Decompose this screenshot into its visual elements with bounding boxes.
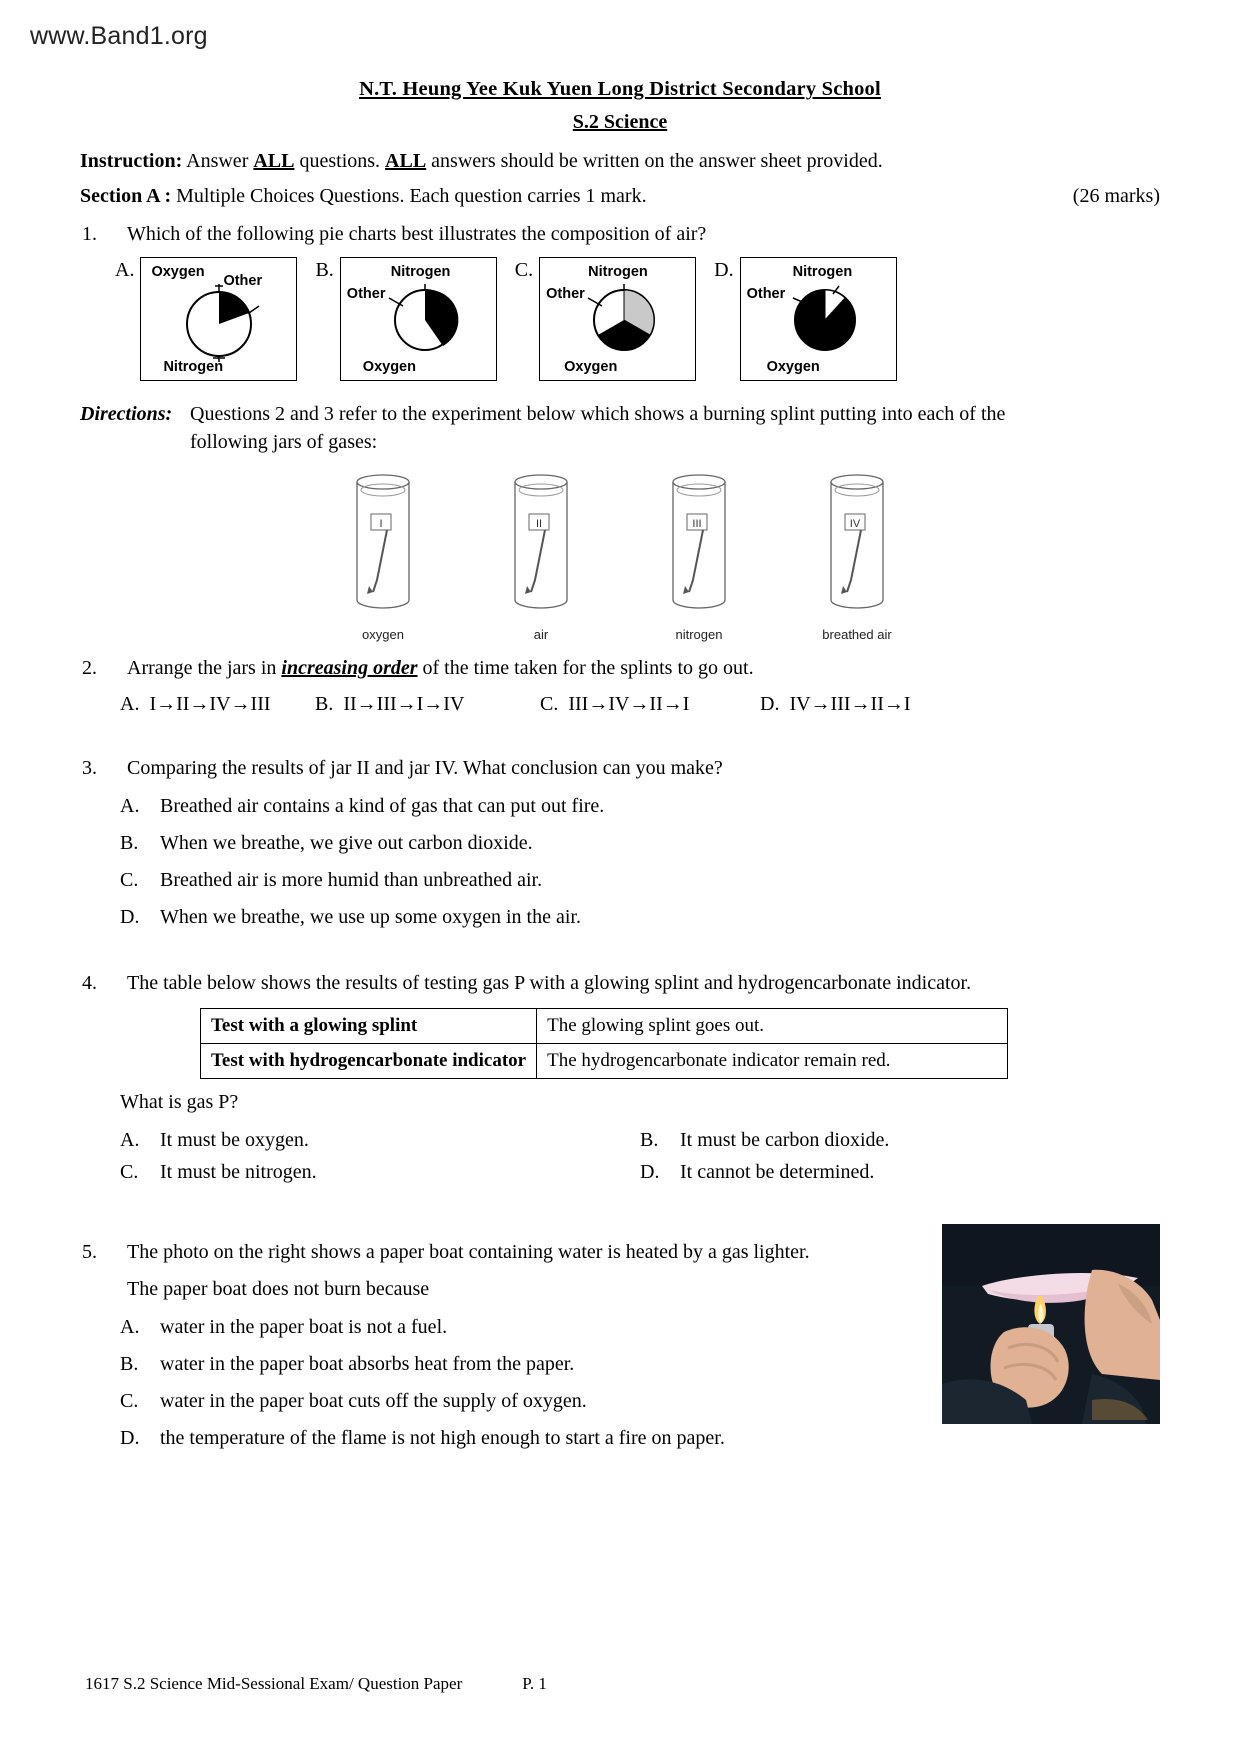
directions-label: Directions: <box>80 403 173 425</box>
question-2-option-c[interactable] <box>540 693 760 716</box>
table-row-1-header: Test with a glowing splint <box>201 1009 537 1044</box>
question-4-text: The table below shows the results of testing gas P with a glowing splint and hydrogencarbonate indicator. <box>127 972 972 994</box>
pie-option-a <box>115 257 315 381</box>
jar-1-graphic <box>343 468 423 618</box>
question-2-option-a-text: I→II→IV→III <box>149 693 271 715</box>
question-3-option-d-label: D. <box>120 906 140 928</box>
jar-4-graphic <box>817 468 897 618</box>
question-3-option-a[interactable] <box>120 792 1160 820</box>
pie-chart-options <box>80 257 1160 381</box>
question-5-option-d-label: D. <box>120 1427 140 1449</box>
question-3-option-d-text: When we breathe, we use up some oxygen in the air. <box>160 906 581 928</box>
table-row <box>201 1009 1008 1044</box>
question-5-option-a-label: A. <box>120 1316 140 1338</box>
pie-a-graphic <box>171 284 267 362</box>
question-5-option-b-label: B. <box>120 1353 139 1375</box>
paper-boat-photo-graphic <box>942 1224 1160 1424</box>
pie-d-label-other: Other <box>746 286 786 302</box>
question-3-option-a-label: A. <box>120 795 140 817</box>
pie-c-label-other: Other <box>546 286 585 302</box>
pie-option-c <box>515 257 714 381</box>
pie-b-label-oxygen: Oxygen <box>362 359 416 375</box>
section-a-label: Section A : <box>80 185 172 207</box>
question-1-number: 1. <box>82 223 97 245</box>
directions-line1: Questions 2 and 3 refer to the experiment below which shows a burning splint putting into each of the <box>190 403 1006 425</box>
gas-jars-diagram <box>80 468 1160 642</box>
page-footer <box>85 1674 547 1694</box>
section-a-marks: (26 marks) <box>1072 185 1160 207</box>
question-2-option-b-text: II→III→I→IV <box>343 693 465 715</box>
pie-a-label-oxygen: Oxygen <box>151 264 205 280</box>
question-3-options <box>80 792 1160 931</box>
question-3-number: 3. <box>82 757 97 779</box>
question-5-option-a-text: water in the paper boat is not a fuel. <box>160 1316 448 1338</box>
question-4 <box>80 969 1160 998</box>
jar-3 <box>659 468 739 642</box>
pie-b-graphic <box>383 284 475 356</box>
table-row-1-value: The glowing splint goes out. <box>537 1009 1008 1044</box>
page-content <box>80 78 1160 1452</box>
question-3 <box>80 754 1160 783</box>
question-2-option-a-label: A. <box>120 693 140 715</box>
question-4-option-c[interactable] <box>120 1161 640 1184</box>
section-a-line <box>80 185 1160 208</box>
question-5-option-d-text: the temperature of the flame is not high enough to start a fire on paper. <box>160 1427 725 1449</box>
question-2-option-d-text: IV→III→II→I <box>789 693 911 715</box>
instruction-all-1: ALL <box>253 150 295 172</box>
question-2-option-c-label: C. <box>540 693 559 715</box>
question-5-number: 5. <box>82 1241 97 1263</box>
pie-option-b-label: B. <box>315 259 334 281</box>
question-2 <box>80 654 1160 683</box>
directions-line2: following jars of gases: <box>190 431 378 453</box>
pie-option-d <box>714 257 914 381</box>
jar-3-graphic <box>659 468 739 618</box>
section-a-left <box>80 185 647 208</box>
question-3-option-d[interactable] <box>120 903 1160 931</box>
instruction-text-b: questions. <box>299 150 381 172</box>
subject-title: S.2 Science <box>572 111 668 133</box>
question-4-option-c-text: It must be nitrogen. <box>160 1161 317 1183</box>
question-3-option-c-text: Breathed air is more humid than unbreathed air. <box>160 869 543 891</box>
question-2-option-d[interactable] <box>760 693 911 716</box>
question-4-option-a-label: A. <box>120 1129 140 1151</box>
question-5-option-d[interactable] <box>120 1424 1160 1452</box>
question-5-option-c-text: water in the paper boat cuts off the supply of oxygen. <box>160 1390 587 1412</box>
question-2-option-c-text: III→IV→II→I <box>568 693 690 715</box>
question-4-option-b-text: It must be carbon dioxide. <box>680 1129 890 1151</box>
pie-option-b-box <box>340 257 497 381</box>
jar-1 <box>343 468 423 642</box>
instruction-line <box>80 150 1160 173</box>
instruction-text-c: answers should be written on the answer sheet provided. <box>431 150 883 172</box>
pie-option-c-box <box>539 257 696 381</box>
question-2-option-b-label: B. <box>315 693 334 715</box>
question-4-option-d[interactable] <box>640 1161 1160 1184</box>
jar-4-caption: breathed air <box>822 627 892 642</box>
question-2-option-b[interactable] <box>315 693 540 716</box>
question-2-options <box>80 693 1160 716</box>
school-title: N.T. Heung Yee Kuk Yuen Long District Secondary School <box>359 78 881 100</box>
pie-option-a-box <box>140 257 297 381</box>
question-4-options <box>80 1120 1160 1184</box>
question-4-option-a-text: It must be oxygen. <box>160 1129 309 1151</box>
question-3-option-b-text: When we breathe, we give out carbon dioxide. <box>160 832 533 854</box>
instruction-text-a: Answer <box>186 150 249 172</box>
question-3-option-b[interactable] <box>120 829 1160 857</box>
instruction-label: Instruction: <box>80 150 183 172</box>
question-4-number: 4. <box>82 972 97 994</box>
jar-4 <box>817 468 897 642</box>
question-4-option-c-label: C. <box>120 1161 139 1183</box>
pie-option-a-label: A. <box>115 259 135 281</box>
question-1-text: Which of the following pie charts best illustrates the composition of air? <box>127 223 707 245</box>
section-a-text: Multiple Choices Questions. Each question carries 1 mark. <box>176 185 647 207</box>
pie-c-label-oxygen: Oxygen <box>564 359 618 375</box>
pie-option-d-label: D. <box>714 259 734 281</box>
pie-option-b <box>315 257 514 381</box>
question-3-option-c[interactable] <box>120 866 1160 894</box>
pie-c-graphic <box>582 284 674 356</box>
question-4-option-d-text: It cannot be determined. <box>680 1161 875 1183</box>
svg-text:IV: IV <box>849 518 861 530</box>
question-3-text: Comparing the results of jar II and jar IV. What conclusion can you make? <box>127 757 723 779</box>
jar-1-caption: oxygen <box>362 627 404 642</box>
table-row <box>201 1044 1008 1079</box>
paper-boat-photo <box>942 1224 1160 1424</box>
question-5-line2: The paper boat does not burn because <box>127 1278 430 1300</box>
footer-page-number: P. 1 <box>522 1674 547 1693</box>
question-3-option-b-label: B. <box>120 832 139 854</box>
site-watermark: www.Band1.org <box>30 22 208 50</box>
table-row-2-header: Test with hydrogencarbonate indicator <box>201 1044 537 1079</box>
question-5-option-c-label: C. <box>120 1390 139 1412</box>
table-row-2-value: The hydrogencarbonate indicator remain red. <box>537 1044 1008 1079</box>
question-3-option-c-label: C. <box>120 869 139 891</box>
pie-b-label-nitrogen: Nitrogen <box>390 264 451 280</box>
pie-c-label-nitrogen: Nitrogen <box>588 264 648 280</box>
pie-d-label-oxygen: Oxygen <box>766 359 820 375</box>
question-5-line1: The photo on the right shows a paper boat containing water is heated by a gas lighter. <box>127 1241 810 1263</box>
svg-text:II: II <box>535 518 543 530</box>
pie-a-label-other: Other <box>223 273 263 289</box>
pie-d-label-nitrogen: Nitrogen <box>792 264 853 280</box>
question-1 <box>80 220 1160 249</box>
question-4-option-d-label: D. <box>640 1161 660 1183</box>
pie-option-c-label: C. <box>514 259 534 281</box>
question-4-option-b-label: B. <box>640 1129 659 1151</box>
pie-option-d-box <box>740 257 897 381</box>
instruction-all-2: ALL <box>385 150 427 172</box>
question-2-text-a: Arrange the jars in <box>127 657 277 679</box>
jar-2-caption: air <box>533 627 549 642</box>
question-5-option-b-text: water in the paper boat absorbs heat from the paper. <box>160 1353 575 1375</box>
gas-test-table <box>200 1008 1008 1079</box>
question-2-emphasis: increasing order <box>281 657 418 679</box>
footer-left-text: 1617 S.2 Science Mid-Sessional Exam/ Question Paper <box>85 1674 463 1693</box>
question-2-option-d-label: D. <box>760 693 780 715</box>
question-2-text <box>127 654 1160 683</box>
jar-3-caption: nitrogen <box>675 627 723 642</box>
jar-2 <box>501 468 581 642</box>
pie-d-graphic <box>783 284 875 356</box>
jar-2-graphic <box>501 468 581 618</box>
question-4-option-a[interactable] <box>120 1129 640 1152</box>
question-3-option-a-text: Breathed air contains a kind of gas that can put out fire. <box>160 795 605 817</box>
question-2-text-b: of the time taken for the splints to go out. <box>422 657 754 679</box>
question-2-option-a[interactable] <box>120 693 315 716</box>
pie-b-label-other: Other <box>346 286 386 302</box>
question-4-option-b[interactable] <box>640 1129 1160 1152</box>
pie-a-label-nitrogen: Nitrogen <box>163 359 224 375</box>
question-4-prompt: What is gas P? <box>120 1091 239 1113</box>
svg-text:I: I <box>379 518 383 530</box>
question-2-number: 2. <box>82 657 97 679</box>
svg-text:III: III <box>692 518 702 530</box>
directions-block <box>80 399 1160 429</box>
